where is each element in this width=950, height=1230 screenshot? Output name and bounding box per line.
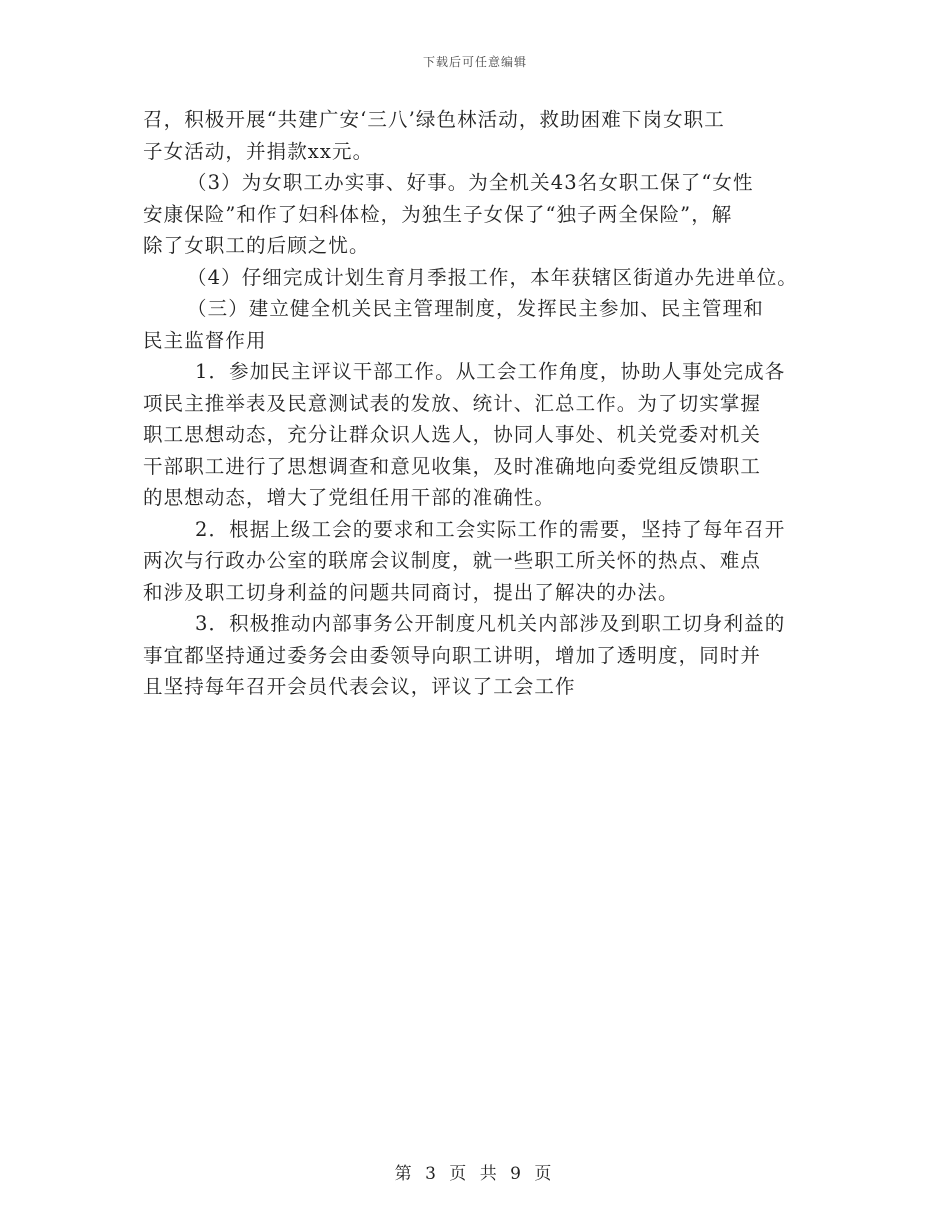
section-heading-cont: 民主监督作用 [143,328,267,352]
text-line: 召，积极开展“共建广安‘三八’绿色林活动，救助困难下岗女职工 [143,108,725,131]
section-heading: （三）建立健全机关民主管理制度，发挥民主参加、民主管理和 [187,297,764,320]
text-line: （4）仔细完成计划生育月季报工作，本年获辖区街道办先进单位。 [187,265,798,289]
text-line: 1．参加民主评议干部工作。从工会工作角度，协助人事处完成各 [195,360,786,383]
text-line: 项民主推举表及民意测试表的发放、统计、汇总工作。为了切实掌握 [143,391,762,415]
text-line: 2．根据上级工会的要求和工会实际工作的需要，坚持了每年召开 [195,517,786,541]
text-line: 干部职工进行了思想调查和意见收集，及时准确地向委党组反馈职工 [143,454,762,478]
body-text [143,104,843,703]
text-line: 除了女职工的后顾之忧。 [143,234,370,257]
text-line: 两次与行政办公室的联席会议制度，就一些职工所关怀的热点、难点 [143,549,762,572]
text-line: 的思想动态，增大了党组任用干部的准确性。 [143,486,556,509]
page-number: 第 3 页 共 9 页 [394,1164,556,1184]
text-line: 安康保险”和作了妇科体检，为独生子女保了“独子两全保险”，解 [143,202,733,226]
text-line: 且坚持每年召开会员代表会议，评议了工会工作 [143,675,576,698]
text-line: 和涉及职工切身利益的问题共同商讨，提出了解决的办法。 [143,580,679,604]
text-line: 3．积极推动内部事务公开制度凡机关内部涉及到职工切身利益的 [195,612,786,635]
text-line: 子女活动，并捐款xx元。 [143,139,374,163]
header-note: 下载后可任意编辑 [422,55,527,69]
text-line: （3）为女职工办实事、好事。为全机关43名女职工保了“女性 [187,171,754,194]
text-line: 职工思想动态，充分让群众识人选人，协同人事处、机关党委对机关 [143,423,762,446]
text-line: 事宜都坚持通过委务会由委领导向职工讲明，增加了透明度，同时并 [143,643,762,667]
